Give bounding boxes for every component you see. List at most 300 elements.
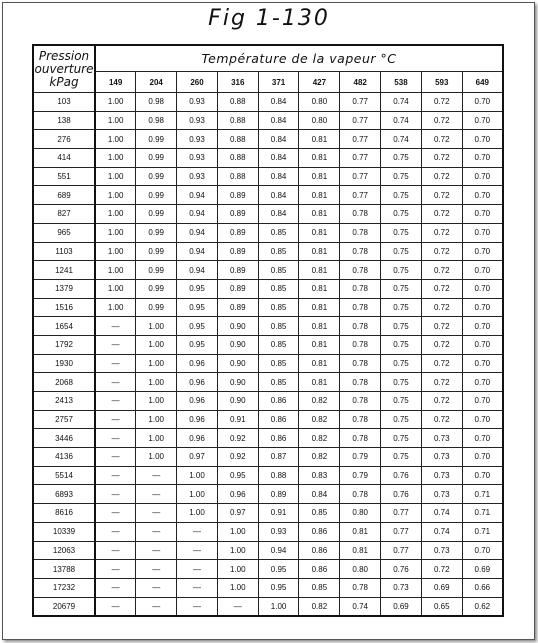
factor-cell: 0.82 xyxy=(299,392,340,411)
factor-cell: 0.90 xyxy=(217,373,258,392)
factor-cell: 0.90 xyxy=(217,392,258,411)
factor-cell: 0.84 xyxy=(258,167,299,186)
factor-cell: 0.78 xyxy=(340,298,381,317)
factor-cell: 0.70 xyxy=(462,223,503,242)
factor-cell: 0.74 xyxy=(340,597,381,616)
factor-cell: 0.85 xyxy=(258,279,299,298)
factor-cell: 0.72 xyxy=(421,392,462,411)
factor-cell: 0.91 xyxy=(258,504,299,523)
pressure-cell: 1654 xyxy=(33,317,95,336)
factor-cell: 0.70 xyxy=(462,167,503,186)
factor-cell: 0.84 xyxy=(299,485,340,504)
factor-cell: 0.73 xyxy=(421,448,462,467)
factor-cell: 0.75 xyxy=(381,205,422,224)
table-row xyxy=(33,335,503,354)
factor-cell: 0.99 xyxy=(136,223,177,242)
factor-cell: 0.78 xyxy=(340,261,381,280)
factor-cell: 0.77 xyxy=(381,522,422,541)
factor-cell: 0.78 xyxy=(340,205,381,224)
temperature-header-260: 260 xyxy=(177,72,218,93)
factor-cell: 0.97 xyxy=(177,448,218,467)
factor-cell: 0.87 xyxy=(258,448,299,467)
factor-cell: — xyxy=(95,560,136,579)
factor-cell: 0.72 xyxy=(421,317,462,336)
factor-cell: 0.86 xyxy=(258,429,299,448)
factor-cell: 0.79 xyxy=(340,448,381,467)
factor-cell: 0.81 xyxy=(299,317,340,336)
factor-cell: — xyxy=(95,392,136,411)
factor-cell: 0.72 xyxy=(421,205,462,224)
factor-cell: 0.72 xyxy=(421,167,462,186)
factor-cell: 0.82 xyxy=(299,597,340,616)
factor-cell: 0.94 xyxy=(177,186,218,205)
factor-cell: 0.75 xyxy=(381,186,422,205)
temperature-header-649: 649 xyxy=(462,72,503,93)
table-row xyxy=(33,504,503,523)
factor-cell: 1.00 xyxy=(177,485,218,504)
factor-cell: 0.78 xyxy=(340,223,381,242)
factor-cell: 0.85 xyxy=(258,335,299,354)
factor-cell: 0.88 xyxy=(217,111,258,130)
factor-cell: — xyxy=(95,541,136,560)
factor-cell: 0.65 xyxy=(421,597,462,616)
factor-cell: — xyxy=(177,541,218,560)
table-row xyxy=(33,597,503,616)
temperature-header-316: 316 xyxy=(217,72,258,93)
factor-cell: 0.62 xyxy=(462,597,503,616)
factor-cell: 1.00 xyxy=(95,298,136,317)
factor-cell: 0.77 xyxy=(340,111,381,130)
factor-cell: 0.96 xyxy=(177,429,218,448)
pressure-cell: 12063 xyxy=(33,541,95,560)
factor-cell: 0.81 xyxy=(299,335,340,354)
factor-cell: 0.69 xyxy=(421,578,462,597)
factor-cell: 0.76 xyxy=(381,485,422,504)
table-row xyxy=(33,167,503,186)
factor-cell: 0.94 xyxy=(177,205,218,224)
factor-cell: 0.75 xyxy=(381,261,422,280)
factor-cell: 0.88 xyxy=(258,466,299,485)
factor-cell: 0.77 xyxy=(340,93,381,112)
factor-cell: 1.00 xyxy=(95,205,136,224)
factor-cell: 0.75 xyxy=(381,223,422,242)
table-row xyxy=(33,392,503,411)
factor-cell: 0.75 xyxy=(381,354,422,373)
factor-cell: 0.77 xyxy=(340,186,381,205)
factor-cell: 0.78 xyxy=(340,373,381,392)
factor-cell: 0.99 xyxy=(136,242,177,261)
factor-cell: 0.77 xyxy=(340,149,381,168)
factor-cell: 0.75 xyxy=(381,298,422,317)
factor-cell: 0.89 xyxy=(217,298,258,317)
pressure-column-header: Pression ouverture kPag xyxy=(33,45,95,93)
factor-cell: 0.75 xyxy=(381,279,422,298)
factor-cell: 0.93 xyxy=(177,111,218,130)
table-row xyxy=(33,261,503,280)
factor-cell: 0.71 xyxy=(462,522,503,541)
table-row xyxy=(33,93,503,112)
factor-cell: 0.88 xyxy=(217,130,258,149)
factor-cell: 1.00 xyxy=(217,541,258,560)
factor-cell: — xyxy=(177,560,218,579)
factor-cell: 0.70 xyxy=(462,448,503,467)
factor-cell: 1.00 xyxy=(95,186,136,205)
temperature-group-header: Température de la vapeur °C xyxy=(95,45,503,72)
factor-cell: 0.86 xyxy=(258,410,299,429)
factor-cell: 0.71 xyxy=(462,504,503,523)
factor-cell: — xyxy=(177,597,218,616)
pressure-cell: 965 xyxy=(33,223,95,242)
factor-cell: 1.00 xyxy=(95,261,136,280)
factor-cell: 1.00 xyxy=(217,578,258,597)
factor-cell: 0.84 xyxy=(258,93,299,112)
factor-cell: 0.70 xyxy=(462,298,503,317)
factor-cell: 0.72 xyxy=(421,93,462,112)
figure-title: Fig 1-130 xyxy=(208,6,330,31)
factor-cell: 0.72 xyxy=(421,279,462,298)
factor-cell: 0.85 xyxy=(258,242,299,261)
factor-cell: 0.93 xyxy=(177,149,218,168)
factor-cell: 1.00 xyxy=(95,111,136,130)
factor-cell: 1.00 xyxy=(95,149,136,168)
factor-cell: — xyxy=(136,578,177,597)
pressure-cell: 827 xyxy=(33,205,95,224)
factor-cell: 0.86 xyxy=(299,560,340,579)
factor-cell: — xyxy=(95,485,136,504)
factor-cell: — xyxy=(136,560,177,579)
factor-cell: 0.99 xyxy=(136,130,177,149)
factor-cell: 0.75 xyxy=(381,335,422,354)
correction-factor-table xyxy=(32,44,504,617)
temperature-header-427: 427 xyxy=(299,72,340,93)
factor-cell: 0.99 xyxy=(136,186,177,205)
factor-cell: 0.96 xyxy=(177,410,218,429)
temperature-header-371: 371 xyxy=(258,72,299,93)
factor-cell: 0.89 xyxy=(217,279,258,298)
table-row xyxy=(33,541,503,560)
factor-cell: 1.00 xyxy=(136,373,177,392)
factor-cell: — xyxy=(95,373,136,392)
factor-cell: 0.73 xyxy=(421,429,462,448)
pressure-cell: 414 xyxy=(33,149,95,168)
table-row xyxy=(33,373,503,392)
factor-cell: 0.95 xyxy=(177,335,218,354)
factor-cell: 0.95 xyxy=(177,279,218,298)
pressure-cell: 13788 xyxy=(33,560,95,579)
table-row xyxy=(33,298,503,317)
pressure-cell: 20679 xyxy=(33,597,95,616)
pressure-cell: 689 xyxy=(33,186,95,205)
factor-cell: 0.96 xyxy=(177,392,218,411)
factor-cell: 0.96 xyxy=(217,485,258,504)
factor-cell: 1.00 xyxy=(217,560,258,579)
factor-cell: 1.00 xyxy=(95,279,136,298)
factor-cell: 0.78 xyxy=(340,354,381,373)
factor-cell: 0.89 xyxy=(217,242,258,261)
factor-cell: 0.70 xyxy=(462,410,503,429)
factor-cell: 0.76 xyxy=(381,466,422,485)
factor-cell: 1.00 xyxy=(136,392,177,411)
table-row xyxy=(33,279,503,298)
factor-cell: 0.81 xyxy=(340,522,381,541)
factor-cell: 0.70 xyxy=(462,335,503,354)
pressure-cell: 276 xyxy=(33,130,95,149)
factor-cell: 0.85 xyxy=(258,261,299,280)
table-row xyxy=(33,522,503,541)
factor-cell: — xyxy=(136,522,177,541)
pressure-cell: 6893 xyxy=(33,485,95,504)
factor-cell: 0.75 xyxy=(381,429,422,448)
factor-cell: — xyxy=(95,448,136,467)
factor-cell: 0.72 xyxy=(421,130,462,149)
factor-cell: 0.92 xyxy=(217,448,258,467)
factor-cell: 0.70 xyxy=(462,261,503,280)
factor-cell: 0.78 xyxy=(340,335,381,354)
pressure-cell: 17232 xyxy=(33,578,95,597)
factor-cell: 0.74 xyxy=(381,130,422,149)
factor-cell: 1.00 xyxy=(258,597,299,616)
factor-cell: — xyxy=(136,541,177,560)
table-row xyxy=(33,149,503,168)
factor-cell: 0.77 xyxy=(381,504,422,523)
temperature-header-538: 538 xyxy=(381,72,422,93)
factor-cell: 0.98 xyxy=(136,111,177,130)
factor-cell: 0.70 xyxy=(462,392,503,411)
table-row xyxy=(33,205,503,224)
factor-cell: — xyxy=(177,578,218,597)
pressure-cell: 551 xyxy=(33,167,95,186)
factor-cell: 0.85 xyxy=(258,354,299,373)
factor-cell: 0.81 xyxy=(299,167,340,186)
factor-cell: 0.72 xyxy=(421,298,462,317)
factor-cell: 0.92 xyxy=(217,429,258,448)
pressure-cell: 103 xyxy=(33,93,95,112)
factor-cell: — xyxy=(95,429,136,448)
pressure-cell: 4136 xyxy=(33,448,95,467)
factor-cell: — xyxy=(136,504,177,523)
factor-cell: 0.74 xyxy=(421,522,462,541)
temperature-header-482: 482 xyxy=(340,72,381,93)
factor-cell: 0.85 xyxy=(258,223,299,242)
factor-cell: 0.71 xyxy=(462,485,503,504)
factor-cell: 0.81 xyxy=(299,354,340,373)
table-row xyxy=(33,485,503,504)
factor-cell: 0.81 xyxy=(299,261,340,280)
factor-cell: 0.75 xyxy=(381,410,422,429)
factor-cell: 0.78 xyxy=(340,410,381,429)
factor-cell: 0.70 xyxy=(462,354,503,373)
factor-cell: 0.95 xyxy=(258,560,299,579)
pressure-cell: 8616 xyxy=(33,504,95,523)
factor-cell: 0.98 xyxy=(136,93,177,112)
factor-cell: 0.99 xyxy=(136,261,177,280)
factor-cell: 0.74 xyxy=(381,93,422,112)
table-row xyxy=(33,560,503,579)
factor-cell: 0.99 xyxy=(136,167,177,186)
factor-cell: 0.80 xyxy=(299,111,340,130)
factor-cell: 0.72 xyxy=(421,410,462,429)
factor-cell: 0.81 xyxy=(299,205,340,224)
pressure-cell: 10339 xyxy=(33,522,95,541)
table-row xyxy=(33,448,503,467)
factor-cell: 0.94 xyxy=(258,541,299,560)
factor-cell: 0.85 xyxy=(258,317,299,336)
factor-cell: 1.00 xyxy=(136,354,177,373)
temperature-header-row xyxy=(33,72,503,93)
factor-cell: 0.99 xyxy=(136,298,177,317)
factor-cell: 0.83 xyxy=(299,466,340,485)
factor-cell: — xyxy=(95,335,136,354)
factor-cell: 0.79 xyxy=(340,466,381,485)
pressure-cell: 3446 xyxy=(33,429,95,448)
factor-cell: 0.85 xyxy=(258,298,299,317)
factor-cell: 1.00 xyxy=(95,93,136,112)
factor-cell: 0.69 xyxy=(381,597,422,616)
factor-cell: 0.84 xyxy=(258,149,299,168)
factor-cell: 0.72 xyxy=(421,242,462,261)
factor-cell: — xyxy=(177,522,218,541)
factor-cell: 0.80 xyxy=(340,560,381,579)
pressure-cell: 1516 xyxy=(33,298,95,317)
table-body xyxy=(33,93,503,617)
temperature-header-149: 149 xyxy=(95,72,136,93)
factor-cell: 0.78 xyxy=(340,317,381,336)
table-row xyxy=(33,111,503,130)
factor-cell: — xyxy=(136,466,177,485)
temperature-header-204: 204 xyxy=(136,72,177,93)
factor-cell: 0.70 xyxy=(462,279,503,298)
factor-cell: — xyxy=(95,410,136,429)
factor-cell: 0.72 xyxy=(421,186,462,205)
factor-cell: 0.86 xyxy=(299,522,340,541)
factor-cell: 0.70 xyxy=(462,317,503,336)
factor-cell: 1.00 xyxy=(95,223,136,242)
factor-cell: 0.84 xyxy=(258,186,299,205)
factor-cell: 0.93 xyxy=(258,522,299,541)
pressure-cell: 1930 xyxy=(33,354,95,373)
factor-cell: 0.73 xyxy=(421,485,462,504)
factor-cell: 0.77 xyxy=(340,130,381,149)
factor-cell: 0.78 xyxy=(340,578,381,597)
table-row xyxy=(33,186,503,205)
factor-cell: 0.99 xyxy=(136,279,177,298)
pressure-cell: 1792 xyxy=(33,335,95,354)
factor-cell: 0.90 xyxy=(217,317,258,336)
factor-cell: 0.72 xyxy=(421,560,462,579)
factor-cell: 0.89 xyxy=(217,261,258,280)
factor-cell: — xyxy=(95,317,136,336)
factor-cell: 0.88 xyxy=(217,93,258,112)
factor-cell: 0.70 xyxy=(462,149,503,168)
factor-cell: 0.69 xyxy=(462,560,503,579)
factor-cell: 0.75 xyxy=(381,242,422,261)
factor-cell: 0.95 xyxy=(177,298,218,317)
factor-cell: 0.81 xyxy=(340,541,381,560)
factor-cell: 1.00 xyxy=(95,167,136,186)
factor-cell: 1.00 xyxy=(136,410,177,429)
factor-cell: 0.89 xyxy=(258,485,299,504)
factor-cell: 0.70 xyxy=(462,205,503,224)
factor-cell: 0.97 xyxy=(217,504,258,523)
factor-cell: 0.75 xyxy=(381,317,422,336)
factor-cell: 0.89 xyxy=(217,205,258,224)
factor-cell: 0.74 xyxy=(421,504,462,523)
factor-cell: 1.00 xyxy=(136,317,177,336)
factor-cell: 0.94 xyxy=(177,242,218,261)
factor-cell: 0.75 xyxy=(381,149,422,168)
pressure-cell: 2068 xyxy=(33,373,95,392)
table-row xyxy=(33,410,503,429)
table-row xyxy=(33,130,503,149)
table-row xyxy=(33,223,503,242)
factor-cell: 0.96 xyxy=(177,354,218,373)
pressure-cell: 1103 xyxy=(33,242,95,261)
pressure-cell: 1379 xyxy=(33,279,95,298)
factor-cell: 0.70 xyxy=(462,93,503,112)
factor-cell: — xyxy=(95,597,136,616)
table-row xyxy=(33,354,503,373)
factor-cell: 0.86 xyxy=(299,541,340,560)
factor-cell: 0.72 xyxy=(421,373,462,392)
table-row xyxy=(33,429,503,448)
factor-cell: 0.70 xyxy=(462,429,503,448)
factor-cell: 0.82 xyxy=(299,448,340,467)
factor-cell: 0.81 xyxy=(299,373,340,392)
factor-cell: 1.00 xyxy=(177,466,218,485)
factor-cell: 0.94 xyxy=(177,223,218,242)
factor-cell: 0.72 xyxy=(421,111,462,130)
factor-cell: 0.82 xyxy=(299,410,340,429)
factor-cell: 0.96 xyxy=(177,373,218,392)
factor-cell: 0.80 xyxy=(340,504,381,523)
factor-cell: 0.90 xyxy=(217,335,258,354)
factor-cell: 0.81 xyxy=(299,279,340,298)
table-row xyxy=(33,466,503,485)
factor-cell: 0.70 xyxy=(462,130,503,149)
factor-cell: 0.70 xyxy=(462,111,503,130)
factor-cell: 0.76 xyxy=(381,560,422,579)
factor-cell: 0.78 xyxy=(340,392,381,411)
factor-cell: 0.73 xyxy=(421,466,462,485)
factor-cell: 0.75 xyxy=(381,373,422,392)
pressure-cell: 138 xyxy=(33,111,95,130)
factor-cell: 1.00 xyxy=(95,242,136,261)
factor-cell: 0.73 xyxy=(421,541,462,560)
factor-cell: 0.70 xyxy=(462,373,503,392)
factor-cell: 1.00 xyxy=(136,429,177,448)
factor-cell: 0.86 xyxy=(258,392,299,411)
factor-cell: 0.88 xyxy=(217,167,258,186)
factor-cell: 0.89 xyxy=(217,223,258,242)
factor-cell: 0.78 xyxy=(340,485,381,504)
pressure-cell: 2413 xyxy=(33,392,95,411)
factor-cell: 0.72 xyxy=(421,261,462,280)
factor-cell: — xyxy=(217,597,258,616)
factor-cell: 0.95 xyxy=(217,466,258,485)
factor-cell: 1.00 xyxy=(136,448,177,467)
factor-cell: 0.95 xyxy=(177,317,218,336)
factor-cell: 0.78 xyxy=(340,429,381,448)
factor-cell: 0.84 xyxy=(258,130,299,149)
factor-cell: 0.85 xyxy=(258,373,299,392)
factor-cell: — xyxy=(136,597,177,616)
factor-cell: 0.77 xyxy=(381,541,422,560)
factor-cell: 0.80 xyxy=(299,93,340,112)
factor-cell: 1.00 xyxy=(95,130,136,149)
table-row xyxy=(33,578,503,597)
factor-cell: 0.75 xyxy=(381,392,422,411)
factor-cell: 0.70 xyxy=(462,186,503,205)
